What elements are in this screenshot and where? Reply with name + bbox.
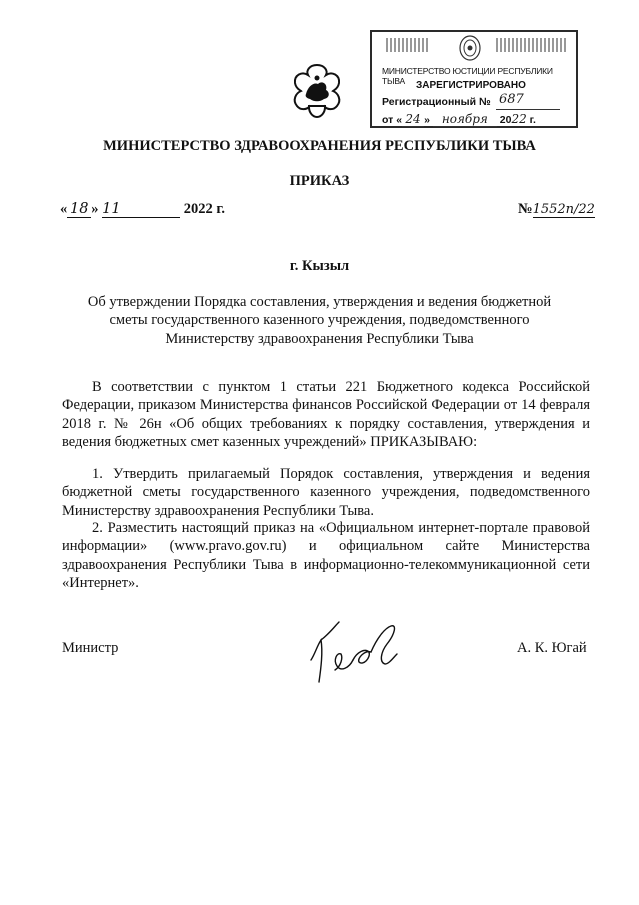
stamp-date-year-prefix: 20 [499,114,512,126]
emblem-icon [288,62,346,120]
stamp-speckle-right [496,38,568,52]
date-open-quote: « [60,201,68,217]
number-value: 1552п/22 [532,202,595,217]
city: г. Кызыл [289,258,350,274]
document-type-title: ПРИКАЗ [289,173,350,189]
stamp-reg-number: 687 [499,92,524,107]
stamp-reg-label: Регистрационный № [382,96,491,108]
stamp-date [382,112,536,127]
item-1-paragraph: 1. Утвердить прилагаемый Порядок составления, утверждения и ведения бюджетной сметы государственного казенного учреждения, подведомственного Министерству здравоохранения Республики Тыва. [62,466,590,519]
order-subject [0,293,639,348]
registration-stamp [370,30,578,128]
stamp-date-mid: » [424,114,430,126]
stamp-speckle-left [386,38,428,52]
date-year: 2022 г. [183,201,225,217]
stamp-date-month: ноября [433,112,497,127]
stamp-ministry: МИНИСТЕРСТВО ЮСТИЦИИ РЕСПУБЛИКИ ТЫВА [382,66,553,86]
date-day: 18 [67,201,91,218]
stamp-date-day: 24 [402,112,424,127]
stamp-status: ЗАРЕГИСТРИРОВАНО [416,80,526,91]
order-date [60,201,225,218]
subject-line-2: сметы государственного казенного учреждения, подведомственного [109,312,530,329]
stamp-date-year-suffix: 22 [511,112,527,126]
handwritten-signature-icon [305,618,415,690]
subject-line-1: Об утверждении Порядка составления, утверждения и ведения бюджетной [87,294,552,310]
date-close-quote: » [91,201,99,217]
stamp-date-prefix: от « [382,114,403,126]
stamp-date-suffix: г. [529,114,536,126]
stamp-emblem-icon [458,34,482,62]
number-label: № [518,201,533,217]
stamp-number-underline [496,109,560,110]
date-month: 11 [102,201,180,218]
ministry-title: МИНИСТЕРСТВО ЗДРАВООХРАНЕНИЯ РЕСПУБЛИКИ ТЫВА [103,138,536,154]
order-number [518,201,595,218]
preamble-paragraph: В соответствии с пунктом 1 статьи 221 Бюджетного кодекса Российской Федерации, приказом Министерства финансов Российской Федерации от 14 февраля 2018 г. № 26н «Об общих требованиях к порядку составления, утверждения и ведения бюджетных смет казенных учреждений» ПРИКАЗЫВАЮ: [62,379,590,451]
signatory-name: А. К. Югай [517,640,587,656]
subject-line-3: Министерству здравоохранения Республики Тыва [165,330,474,347]
signatory-position: Министр [62,640,119,656]
item-2-paragraph: 2. Разместить настоящий приказ на «Официальном интернет-портале правовой информации» (www.pravo.gov.ru) и официальном сайте Министерства здравоохранения Республики Тыва в информационно-телекоммуникационной сети «Интернет». [62,520,590,592]
